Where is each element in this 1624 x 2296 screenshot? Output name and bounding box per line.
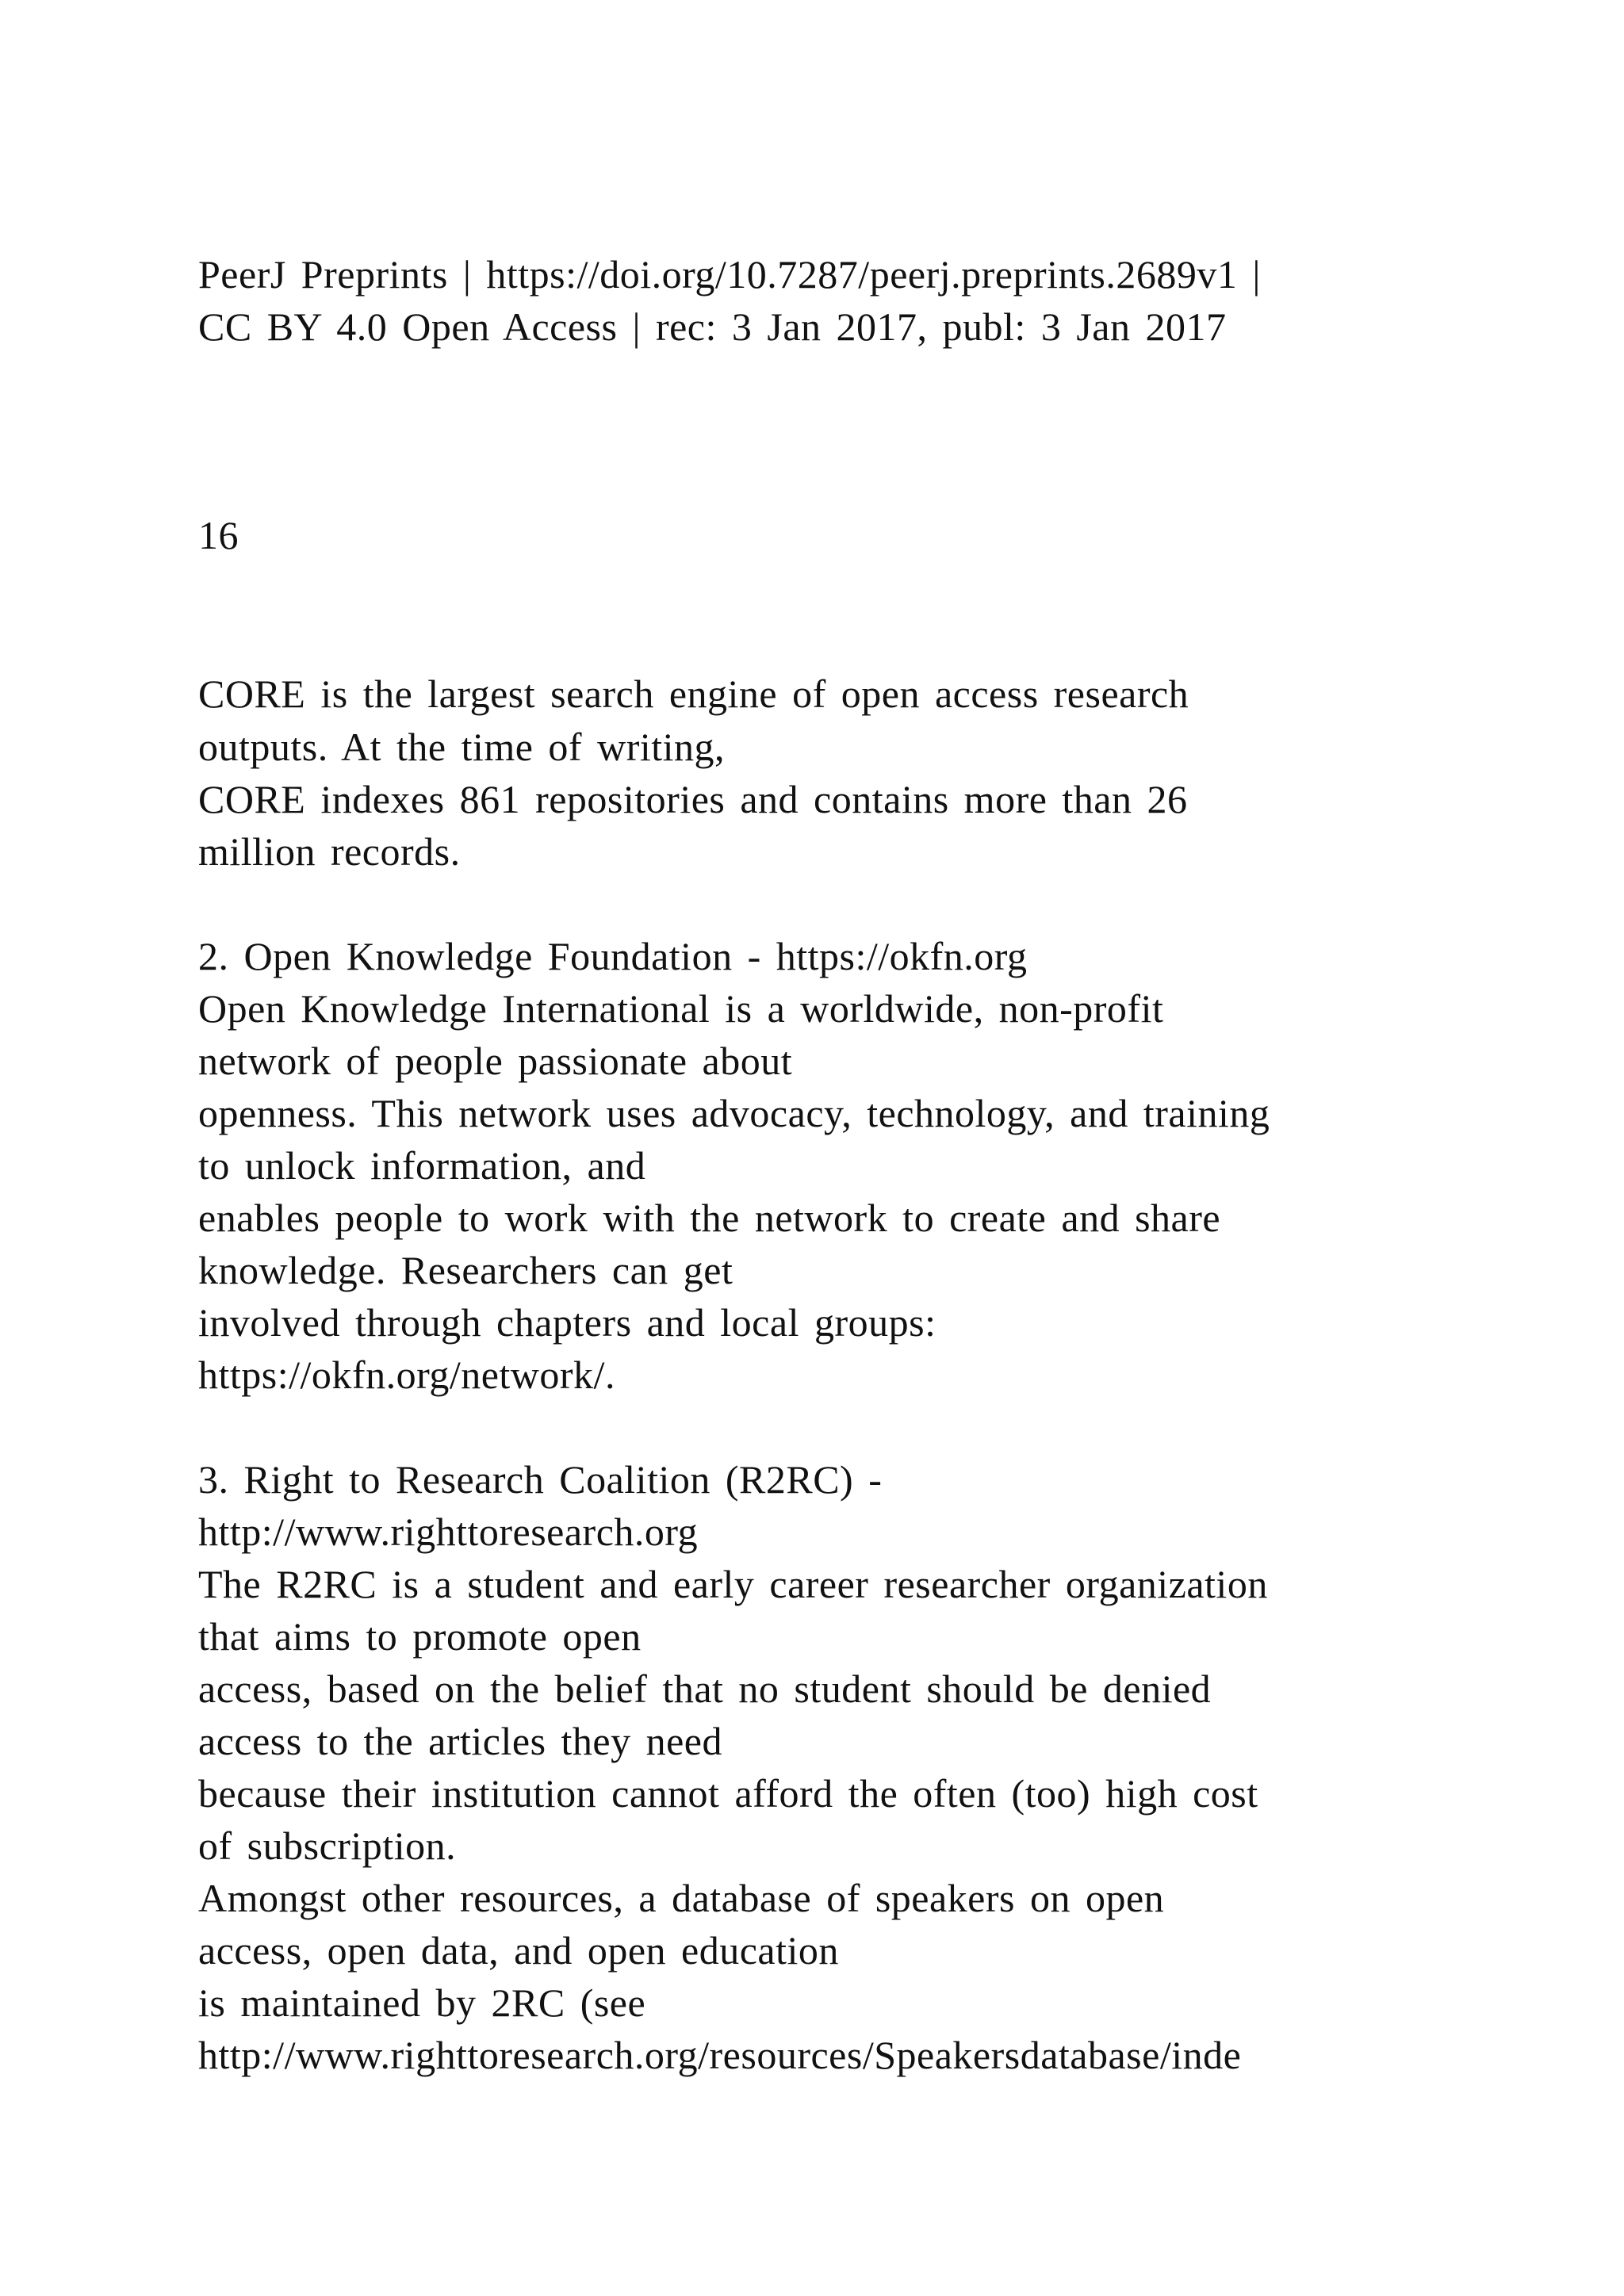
body-line: access, based on the belief that no student should be denied (198, 1667, 1212, 1711)
body-line: Amongst other resources, a database of speakers on open (198, 1876, 1165, 1920)
body-line: network of people passionate about (198, 1039, 793, 1083)
body-line: of subscription. (198, 1823, 457, 1868)
body-line: https://okfn.org/network/. (198, 1353, 615, 1397)
preprint-header-line-2: CC BY 4.0 Open Access | rec: 3 Jan 2017, publ: 3 Jan 2017 (198, 304, 1227, 349)
body-line: is maintained by 2RC (see (198, 1980, 646, 2025)
body-line: CORE is the largest search engine of open access research (198, 672, 1189, 716)
body-line: outputs. At the time of writing, (198, 725, 726, 769)
body-line: CORE indexes 861 repositories and contains more than 26 (198, 777, 1188, 821)
body-line: http://www.righttoresearch.org/resources/Speakersdatabase/inde (198, 2033, 1242, 2077)
body-line: involved through chapters and local groups: (198, 1300, 936, 1345)
body-line: access, open data, and open education (198, 1928, 839, 1973)
body-line: Open Knowledge International is a worldwide, non-profit (198, 986, 1164, 1031)
page-number: 16 (198, 513, 239, 557)
body-line: The R2RC is a student and early career researcher organization (198, 1562, 1268, 1606)
body-line: openness. This network uses advocacy, technology, and training (198, 1091, 1270, 1135)
body-line: knowledge. Researchers can get (198, 1248, 733, 1292)
body-line: http://www.righttoresearch.org (198, 1510, 699, 1554)
body-line: because their institution cannot afford the often (too) high cost (198, 1771, 1258, 1816)
section-heading-r2rc: 3. Right to Research Coalition (R2RC) - (198, 1457, 883, 1502)
body-line: access to the articles they need (198, 1719, 722, 1763)
section-heading-okfn: 2. Open Knowledge Foundation - https://okfn.org (198, 934, 1028, 978)
body-line: that aims to promote open (198, 1614, 642, 1659)
body-line: to unlock information, and (198, 1143, 646, 1188)
preprint-header-line-1: PeerJ Preprints | https://doi.org/10.7287/peerj.preprints.2689v1 | (198, 252, 1261, 297)
body-line: million records. (198, 829, 461, 874)
body-line: enables people to work with the network to create and share (198, 1196, 1221, 1240)
